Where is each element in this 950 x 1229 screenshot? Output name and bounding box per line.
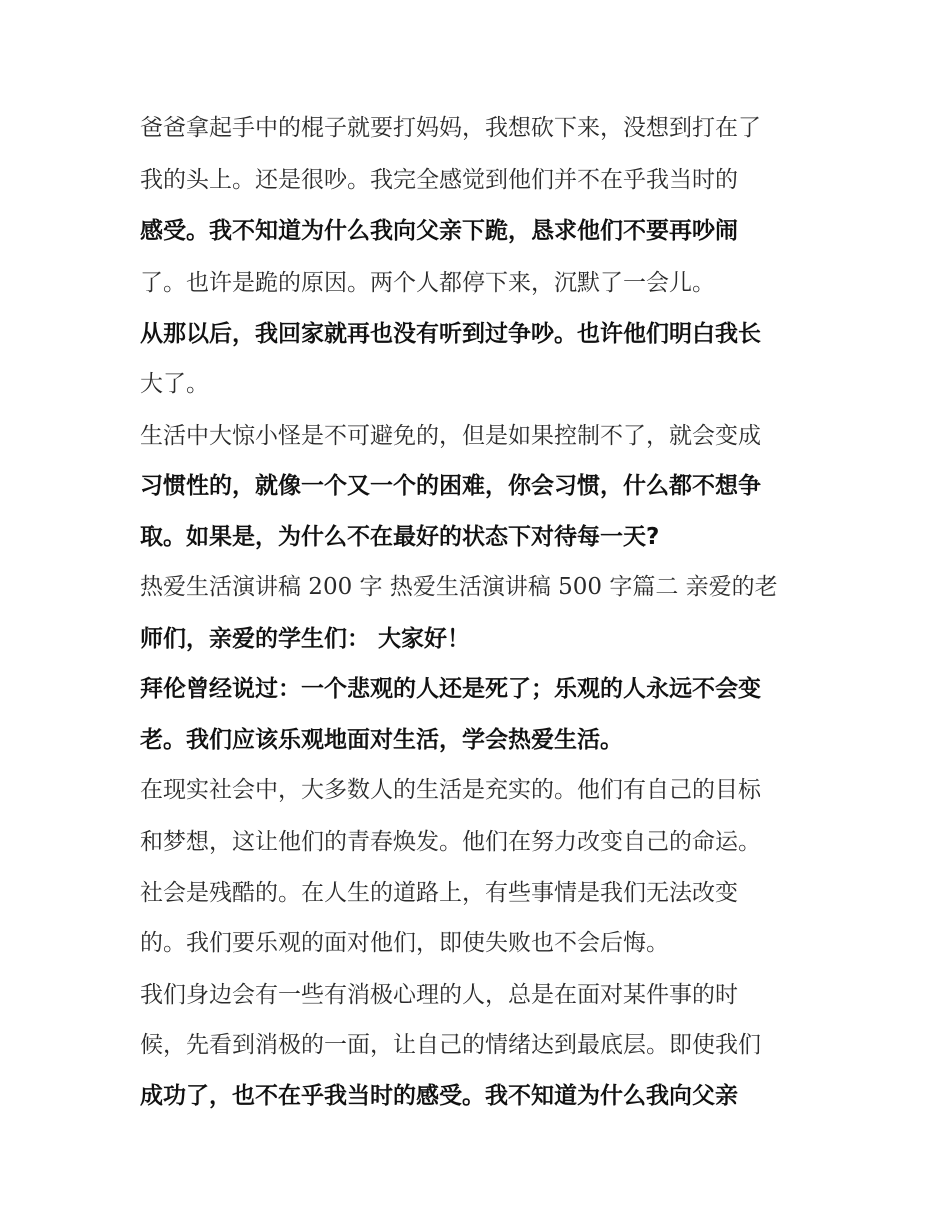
text-line: 在现实社会中，大多数人的生活是充实的。他们有自己的目标 (140, 777, 761, 803)
text-line: 了。也许是跪的原因。两个人都停下来，沉默了一会儿。 (140, 270, 715, 296)
text-line: 和梦想，这让他们的青春焕发。他们在努力改变自己的命运。 (140, 829, 761, 855)
text-line: 感受。我不知道为什么我向父亲下跪，恳求他们不要再吵闹 (140, 218, 738, 244)
text-line: 从那以后，我回家就再也没有听到过争吵。也许他们明白我长 (140, 321, 761, 347)
text-line: 习惯性的，就像一个又一个的困难，你会习惯，什么都不想争 (140, 473, 761, 499)
text-line: 我的头上。还是很吵。我完全感觉到他们并不在乎我当时的 (140, 167, 738, 193)
text-line: 师们，亲爱的学生们： 大家好！ (140, 626, 471, 652)
text-line: 的。我们要乐观的面对他们，即使失败也不会后悔。 (140, 930, 669, 956)
text-line: 取。如果是，为什么不在最好的状态下对待每一天? (140, 524, 660, 550)
text-line: 成功了，也不在乎我当时的感受。我不知道为什么我向父亲 (140, 1083, 738, 1109)
text-line: 大了。 (140, 371, 209, 397)
text-line: 社会是残酷的。在人生的道路上，有些事情是我们无法改变 (140, 880, 738, 906)
text-line: 我们身边会有一些有消极心理的人，总是在面对某件事的时 (140, 982, 738, 1008)
text-line: 候，先看到消极的一面，让自己的情绪达到最底层。即使我们 (140, 1032, 761, 1058)
text-line: 生活中大惊小怪是不可避免的，但是如果控制不了，就会变成 (140, 423, 761, 449)
text-line: 老。我们应该乐观地面对生活，学会热爱生活。 (140, 727, 623, 753)
text-line: 拜伦曾经说过：一个悲观的人还是死了；乐观的人永远不会变 (140, 676, 761, 702)
text-line: 热爱生活演讲稿 200 字 热爱生活演讲稿 500 字篇二 亲爱的老 (140, 574, 778, 600)
text-line: 爸爸拿起手中的棍子就要打妈妈，我想砍下来，没想到打在了 (140, 115, 761, 141)
